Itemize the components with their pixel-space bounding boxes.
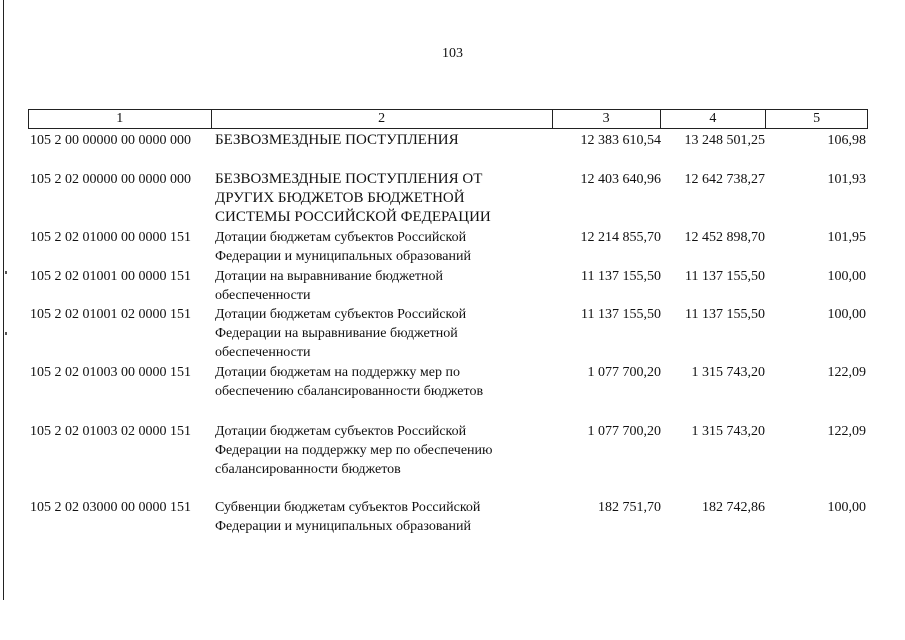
table-row: [28, 267, 868, 305]
table-row: [28, 228, 868, 266]
value-col5: 106,98: [827, 133, 866, 148]
value-col3: 1 077 700,20: [587, 424, 661, 439]
budget-code: 105 2 02 00000 00 0000 000: [30, 172, 191, 187]
value-col3: 1 077 700,20: [587, 365, 661, 380]
scan-mark: [5, 271, 7, 274]
row-name-line: сбалансированности бюджетов: [215, 462, 401, 477]
budget-code: 105 2 02 01001 00 0000 151: [30, 269, 191, 284]
row-name: [211, 228, 553, 266]
row-name-line: обеспеченности: [215, 345, 311, 360]
value-col4: 12 642 738,27: [684, 172, 765, 187]
value-col3: 11 137 155,50: [581, 269, 661, 284]
row-name: [211, 363, 553, 401]
table-row: [28, 363, 868, 401]
value-col5: 122,09: [827, 424, 866, 439]
row-name-line: Федерации на выравнивание бюджетной: [215, 326, 458, 341]
value-col4: 1 315 743,20: [691, 365, 765, 380]
value-col5: 100,00: [827, 269, 866, 284]
value-col5: 100,00: [827, 307, 866, 322]
row-name-line: Федерации и муниципальных образований: [215, 249, 471, 264]
row-name-line: Дотации на выравнивание бюджетной: [215, 269, 444, 284]
row-name-line: обеспечению сбалансированности бюджетов: [215, 384, 484, 399]
value-col3: 11 137 155,50: [581, 307, 661, 322]
row-name-line: Дотации бюджетам субъектов Российской: [215, 424, 467, 439]
value-col5: 100,00: [827, 500, 866, 515]
budget-code: 105 2 02 01003 02 0000 151: [30, 424, 191, 439]
row-name: [211, 305, 553, 362]
value-col5: 101,93: [827, 172, 866, 187]
row-name-line: Дотации бюджетам на поддержку мер по: [215, 365, 460, 380]
row-name-line: Дотации бюджетам субъектов Российской: [215, 230, 467, 245]
row-name: [211, 422, 553, 479]
budget-code: 105 2 02 01000 00 0000 151: [30, 230, 191, 245]
header-cell: 2: [212, 110, 553, 128]
table-row: [28, 170, 868, 227]
table-row: [28, 422, 868, 479]
scan-mark: [5, 332, 7, 335]
scan-left-edge: [3, 0, 4, 600]
value-col4: 182 742,86: [702, 500, 765, 515]
row-name-line: Дотации бюджетам субъектов Российской: [215, 307, 467, 322]
budget-code: 105 2 00 00000 00 0000 000: [30, 133, 191, 148]
value-col4: 11 137 155,50: [685, 269, 765, 284]
table-row: [28, 305, 868, 362]
table-header: [28, 109, 868, 129]
value-col4: 11 137 155,50: [685, 307, 765, 322]
row-name: [211, 267, 553, 305]
value-col4: 13 248 501,25: [684, 133, 765, 148]
row-name: [211, 498, 553, 536]
budget-code: 105 2 02 03000 00 0000 151: [30, 500, 191, 515]
value-col4: 1 315 743,20: [691, 424, 765, 439]
value-col3: 12 403 640,96: [580, 172, 661, 187]
table-row: [28, 498, 868, 536]
row-name: [211, 170, 553, 227]
value-col3: 12 383 610,54: [580, 133, 661, 148]
value-col3: 182 751,70: [598, 500, 661, 515]
value-col3: 12 214 855,70: [580, 230, 661, 245]
budget-code: 105 2 02 01001 02 0000 151: [30, 307, 191, 322]
value-col4: 12 452 898,70: [684, 230, 765, 245]
value-col5: 122,09: [827, 365, 866, 380]
value-col5: 101,95: [827, 230, 866, 245]
row-name-line: ДРУГИХ БЮДЖЕТОВ БЮДЖЕТНОЙ: [215, 190, 465, 206]
row-name-line: БЕЗВОЗМЕЗДНЫЕ ПОСТУПЛЕНИЯ ОТ: [215, 171, 483, 187]
row-name-line: БЕЗВОЗМЕЗДНЫЕ ПОСТУПЛЕНИЯ: [215, 132, 459, 148]
row-name-line: Субвенции бюджетам субъектов Российской: [215, 500, 481, 515]
header-cell: 5: [813, 111, 821, 126]
row-name-line: обеспеченности: [215, 288, 311, 303]
header-cell: 1: [29, 110, 212, 128]
header-cell: 3: [553, 110, 661, 128]
row-name-line: Федерации и муниципальных образований: [215, 519, 471, 534]
table-row: [28, 131, 868, 150]
budget-code: 105 2 02 01003 00 0000 151: [30, 365, 191, 380]
page-number: 103: [442, 46, 463, 61]
row-name-line: Федерации на поддержку мер по обеспечению: [215, 443, 493, 458]
header-cell: 4: [661, 110, 767, 128]
row-name: [211, 131, 553, 150]
row-name-line: СИСТЕМЫ РОССИЙСКОЙ ФЕДЕРАЦИИ: [215, 209, 491, 225]
